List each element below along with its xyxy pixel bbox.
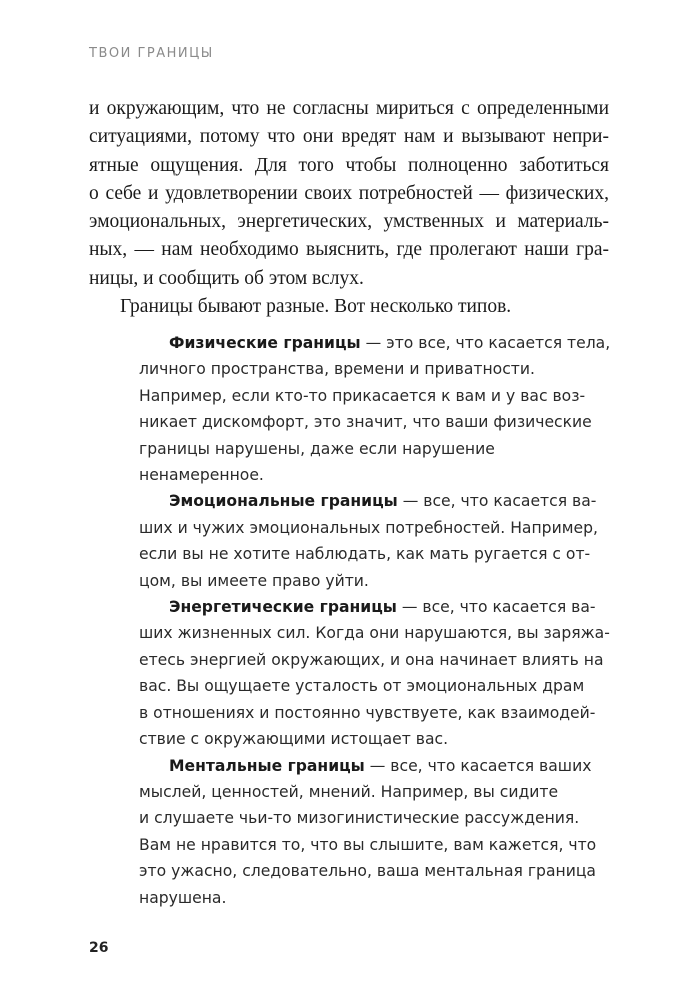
text-line: эмоциональных, энергетических, умственных и материаль- [89,211,609,233]
text-line: личного пространства, времени и приватности. [139,360,535,379]
text-line: ницы, и сообщить об этом вслух. [89,267,364,289]
text-line: — все, что касается ваших [364,756,592,775]
text-line: ших и чужих эмоциональных потребностей. Например, [139,518,598,537]
text-line: цом, вы имеете право уйти. [139,571,369,590]
mental-boundaries-entry [139,753,597,911]
physical-boundaries-term: Физические границы [169,334,361,352]
page-number: 26 [89,940,109,956]
emotional-boundaries-term: Эмоциональные границы [169,492,398,511]
text-line: ситуациями, потому что они вредят нам и вызывают непри- [89,126,609,148]
text-line: — все, что касается ва- [396,598,596,617]
mental-boundaries-term: Ментальные границы [169,756,365,775]
text-line: вас. Вы ощущаете усталость от эмоциональных драм [139,677,585,696]
running-head: ТВОИ ГРАНИЦЫ [89,46,214,61]
text-line: никает дискомфорт, это значит, что ваши физические [139,413,592,432]
text-line: ших жизненных сил. Когда они нарушаются, вы заряжа- [139,624,610,643]
main-text [89,95,609,321]
text-line: Вам не нравится то, что вы слышите, вам кажется, что [139,835,597,854]
text-line: и окружающим, что не согласны мириться с определенными [89,98,609,119]
text-line: о себе и удовлетворении своих потребностей — физических, [89,182,609,204]
boundary-types-list [139,330,611,911]
energy-boundaries-term: Энергетические границы [169,598,397,617]
text-line: ятные ощущения. Для того чтобы полноценно заботиться [89,154,609,176]
text-line: ных, — нам необходимо выяснить, где пролегают наши гра- [89,239,609,261]
text-line: это ужасно, следовательно, ваша ментальная граница [139,862,596,881]
text-line: в отношениях и постоянно чувствуете, как взаимодей- [139,703,596,722]
text-line: Например, если кто-то прикасается к вам и у вас воз- [139,386,586,405]
text-line: ствие с окружающими истощает вас. [139,730,449,749]
physical-boundaries-entry [139,330,611,488]
energy-boundaries-entry [139,594,610,752]
text-line: нарушена. [139,888,227,907]
emotional-boundaries-entry [139,488,598,594]
text-line: ненамеренное. [139,466,264,485]
text-line: — это все, что касается тела, [360,334,611,352]
text-line: границы нарушены, даже если нарушение [139,439,495,458]
text-line: етесь энергией окружающих, и она начинает влиять на [139,650,604,669]
text-line: если вы не хотите наблюдать, как мать ругается с от- [139,545,591,564]
intro-line: Границы бывают разные. Вот несколько типов. [120,296,512,318]
text-line: и слушаете чьи-то мизогинистические рассуждения. [139,809,580,828]
text-line: — все, что касается ва- [397,492,597,511]
text-line: мыслей, ценностей, мнений. Например, вы сидите [139,782,559,801]
